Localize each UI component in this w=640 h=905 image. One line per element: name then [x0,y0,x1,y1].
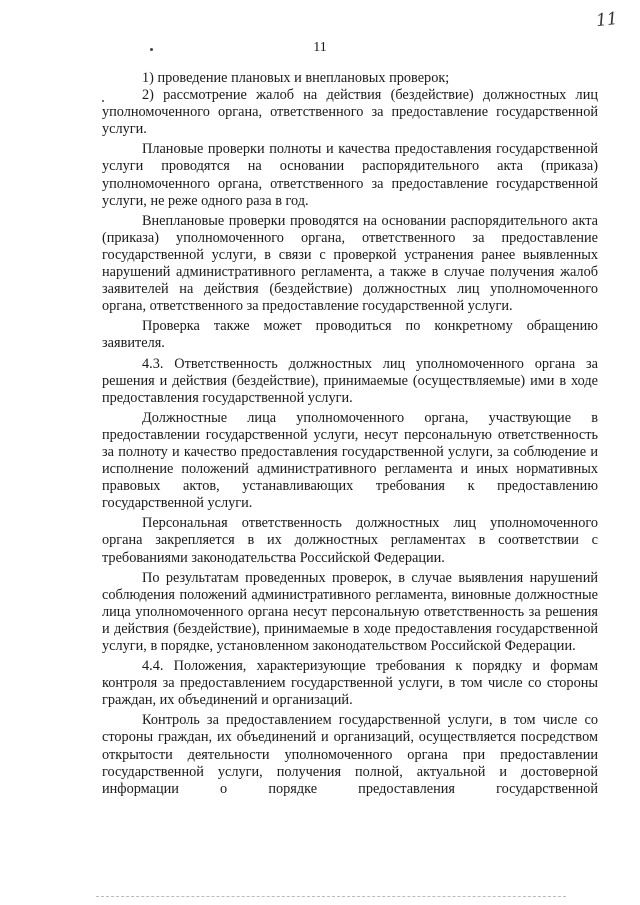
section-heading-4-3: 4.3. Ответственность должностных лиц уполномоченного органа за решения и действия (бездействие), принимаемые (осуществляемые) ими в ходе предоставления государственной услуги. [102,355,598,406]
scan-speck [150,48,153,51]
handwritten-page-mark: 11 [595,8,619,32]
page-number: 11 [313,40,327,55]
paragraph-personal-responsibility: Персональная ответственность должностных лиц уполномоченного органа закрепляется в их должностных регламентах в соответствии с требованиями законодательства Российской Федерации. [102,515,598,566]
paragraph-unscheduled-inspections: Внеплановые проверки проводятся на основании распорядительного акта (приказа) уполномоченного органа, ответственного за предоставление государственной услуги, в связи с проверкой устранения ранее выявленных нарушений административного регламента, а также в случае получения жалоб заявителей на действия (бездействие) должностных лиц уполномоченного органа, ответственного за предоставление государственной услуги. [102,212,598,315]
paragraph-list-item-1: 1) проведение плановых и внеплановых проверок; [142,70,450,86]
paragraph-list-item-2: 2) рассмотрение жалоб на действия (бездействие) должностных лиц уполномоченного органа, ответственного за предоставление государственной услуги. [102,87,598,138]
section-heading-4-4: 4.4. Положения, характеризующие требования к порядку и формам контроля за предоставлением государственной услуги, в том числе со стороны граждан, их объединений и организаций. [102,658,598,709]
paragraph-officials-responsibility: Должностные лица уполномоченного органа, участвующие в предоставлении государственной услуги, несут персональную ответственность за полноту и качество предоставления государственной услуги, за соблюдение и исполнение положений административного регламента и иных нормативных правовых актов, устанавливающих требования к предоставлению государственной услуги. [102,409,598,512]
scan-edge-line [96,896,566,897]
paragraph-public-control: Контроль за предоставлением государственной услуги, в том числе со стороны граждан, их объединений и организаций, осуществляется посредством открытости деятельности уполномоченного органа при предоставлении государственной услуги, получения полной, актуальной и достоверной информации о порядке предоставления государственной [102,712,598,797]
paragraph-inspection-results: По результатам проведенных проверок, в случае выявления нарушений соблюдения положений административного регламента, виновные должностные лица уполномоченного органа несут персональную ответственность за решения и действия (бездействие), принимаемые в ходе предоставления государственной услуги, в порядке, установленном законодательством Российской Федерации. [102,569,598,654]
document-text [102,70,598,798]
paragraph-inspection-on-request: Проверка также может проводиться по конкретному обращению заявителя. [102,318,598,352]
paragraph-planned-inspections: Плановые проверки полноты и качества предоставления государственной услуги проводятся на основании распорядительного акта (приказа) уполномоченного органа, ответственного за предоставление государственной услуги, не реже одного раза в год. [102,141,598,209]
